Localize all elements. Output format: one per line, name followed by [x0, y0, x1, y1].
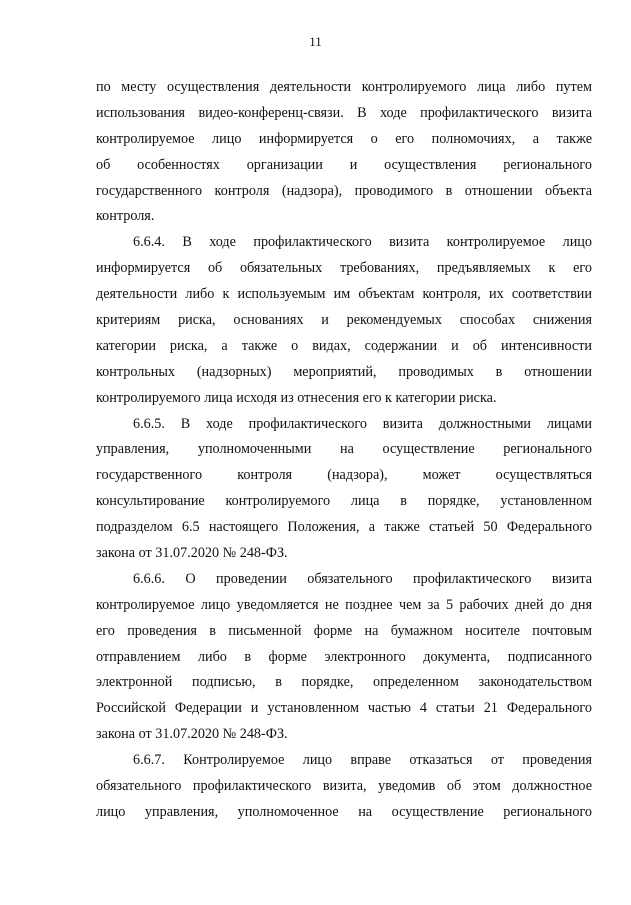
- text-line: критериям риска, основаниях и рекомендуемых способах снижения: [96, 312, 592, 329]
- text-line: закона от 31.07.2020 № 248-ФЗ.: [96, 726, 288, 743]
- page-number: 11: [309, 34, 322, 49]
- text-line: об особенностях организации и осуществления регионального: [96, 156, 592, 173]
- text-line: по месту осуществления деятельности контролируемого лица либо путем: [96, 79, 592, 95]
- text-line: 6.6.5. В ходе профилактического визита должностными лицами: [133, 415, 592, 432]
- text-line: Российской Федерации и установленном частью 4 статьи 21 Федерального: [96, 700, 592, 717]
- text-line: государственного контроля (надзора), проводимого в отношении объекта: [96, 182, 592, 199]
- text-line: 6.6.7. Контролируемое лицо вправе отказаться от проведения: [133, 752, 592, 769]
- text-line: закона от 31.07.2020 № 248-ФЗ.: [96, 545, 288, 562]
- text-line: контролируемого лица исходя из отнесения его к категории риска.: [96, 389, 497, 406]
- text-line: его проведения в письменной форме на бумажном носителе почтовым: [96, 622, 592, 639]
- text-line: управления, уполномоченными на осуществление регионального: [96, 441, 592, 458]
- text-line: деятельности либо к используемым им объектам контроля, их соответствии: [96, 286, 592, 303]
- text-line: отправлением либо в форме электронного документа, подписанного: [96, 648, 592, 665]
- text-line: контрольных (надзорных) мероприятий, проводимых в отношении: [96, 363, 592, 380]
- text-line: консультирование контролируемого лица в порядке, установленном: [96, 493, 592, 510]
- text-line: лицо управления, уполномоченное на осуществление регионального: [96, 803, 592, 820]
- text-line: контроля.: [96, 208, 155, 225]
- text-line: контролируемое лицо информируется о его полномочиях, а также: [96, 130, 592, 147]
- text-line: государственного контроля (надзора), может осуществляться: [96, 467, 592, 484]
- text-line: информируется об обязательных требованиях, предъявляемых к его: [96, 260, 592, 277]
- text-line: электронной подписью, в порядке, определенном законодательством: [96, 674, 592, 691]
- text-line: 6.6.6. О проведении обязательного профилактического визита: [133, 570, 592, 587]
- body-text: [96, 75, 592, 826]
- text-line: контролируемое лицо уведомляется не позднее чем за 5 рабочих дней до дня: [96, 596, 592, 613]
- text-line: 6.6.4. В ходе профилактического визита контролируемое лицо: [133, 234, 592, 251]
- text-line: категории риска, а также о видах, содержании и об интенсивности: [96, 337, 592, 354]
- text-line: использования видео-конференц-связи. В ходе профилактического визита: [96, 104, 592, 121]
- text-line: обязательного профилактического визита, уведомив об этом должностное: [96, 778, 592, 795]
- text-line: подразделом 6.5 настоящего Положения, а также статьей 50 Федерального: [96, 519, 592, 536]
